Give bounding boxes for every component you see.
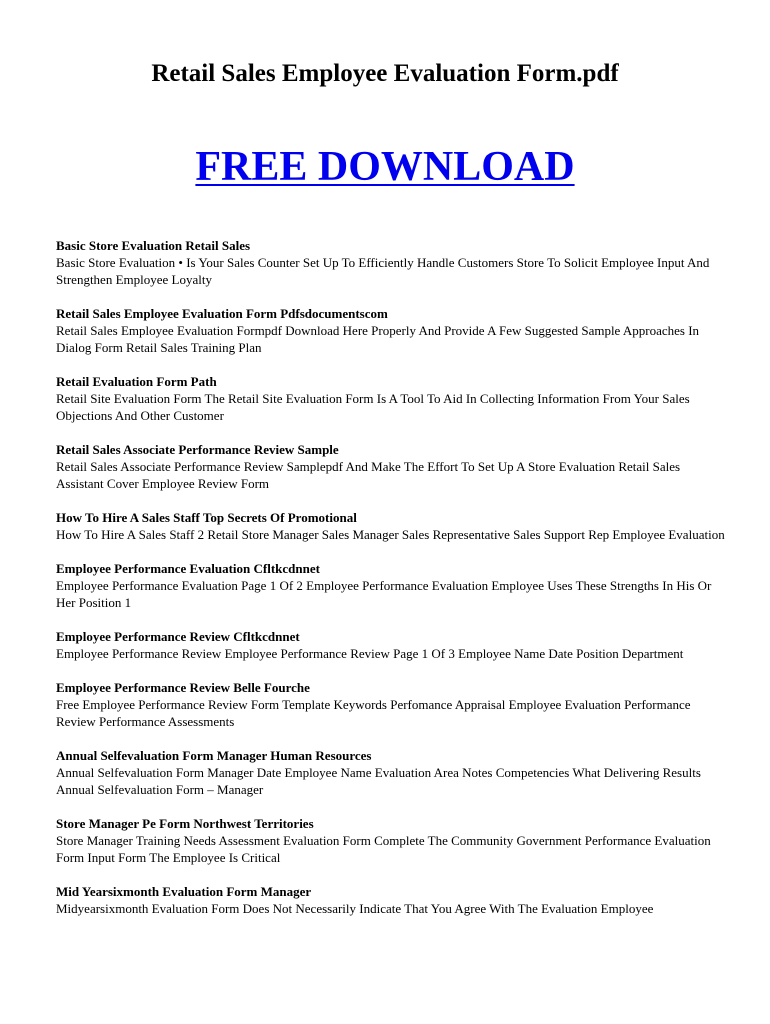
entry-description: Basic Store Evaluation • Is Your Sales Counter Set Up To Efficiently Handle Customers Store To Solicit Employee Input And Strengthen Employee Loyalty bbox=[56, 255, 710, 287]
list-item bbox=[56, 441, 726, 492]
entry-title: Retail Sales Employee Evaluation Form Pdfsdocumentscom bbox=[56, 306, 388, 321]
entry-title: Store Manager Pe Form Northwest Territories bbox=[56, 816, 314, 831]
entry-description: Free Employee Performance Review Form Template Keywords Perfomance Appraisal Employee Evaluation Performance Review Performance Assessments bbox=[56, 697, 691, 729]
entry-title: Basic Store Evaluation Retail Sales bbox=[56, 238, 251, 253]
entry-description: How To Hire A Sales Staff 2 Retail Store Manager Sales Manager Sales Representative Sales Support Rep Employee Evaluation bbox=[56, 527, 725, 542]
entry-title: Employee Performance Review Cfltkcdnnet bbox=[56, 629, 300, 644]
entry-title: Retail Sales Associate Performance Review Sample bbox=[56, 442, 339, 457]
entry-description: Retail Site Evaluation Form The Retail Site Evaluation Form Is A Tool To Aid In Collecting Information From Your Sales Objections And Other Customer bbox=[56, 391, 690, 423]
list-item bbox=[56, 628, 726, 662]
list-item bbox=[56, 560, 726, 611]
list-item bbox=[56, 747, 726, 798]
list-item bbox=[56, 237, 726, 288]
entry-description: Annual Selfevaluation Form Manager Date Employee Name Evaluation Area Notes Competencies What Delivering Results Annual Selfevaluation Form – Manager bbox=[56, 765, 701, 797]
free-download-link[interactable]: FREE DOWNLOAD bbox=[195, 144, 575, 190]
document-title: Retail Sales Employee Evaluation Form.pdf bbox=[151, 60, 619, 87]
list-item bbox=[56, 679, 726, 730]
list-item bbox=[56, 305, 726, 356]
entry-title: Employee Performance Evaluation Cfltkcdnnet bbox=[56, 561, 320, 576]
list-item bbox=[56, 883, 726, 917]
entry-title: Employee Performance Review Belle Fourche bbox=[56, 680, 310, 695]
entry-description: Employee Performance Evaluation Page 1 Of 2 Employee Performance Evaluation Employee Uses These Strengths In His Or Her Position 1 bbox=[56, 578, 712, 610]
list-item bbox=[56, 509, 726, 543]
entry-description: Retail Sales Associate Performance Review Samplepdf And Make The Effort To Set Up A Store Evaluation Retail Sales Assistant Cover Employee Review Form bbox=[56, 459, 681, 491]
list-item bbox=[56, 373, 726, 424]
entry-title: Retail Evaluation Form Path bbox=[56, 374, 217, 389]
entry-description: Store Manager Training Needs Assessment Evaluation Form Complete The Community Government Performance Evaluation Form Input Form The Employee Is Critical bbox=[56, 833, 711, 865]
entry-title: How To Hire A Sales Staff Top Secrets Of Promotional bbox=[56, 510, 357, 525]
entry-title: Mid Yearsixmonth Evaluation Form Manager bbox=[56, 884, 312, 899]
entry-description: Retail Sales Employee Evaluation Formpdf Download Here Properly And Provide A Few Suggested Sample Approaches In Dialog Form Retail Sales Training Plan bbox=[56, 323, 700, 355]
list-item bbox=[56, 815, 726, 866]
entry-title: Annual Selfevaluation Form Manager Human Resources bbox=[56, 748, 372, 763]
entry-description: Employee Performance Review Employee Performance Review Page 1 Of 3 Employee Name Date Position Department bbox=[56, 646, 684, 661]
entry-description: Midyearsixmonth Evaluation Form Does Not Necessarily Indicate That You Agree With The Evaluation Employee bbox=[56, 901, 654, 916]
entry-list bbox=[56, 237, 726, 934]
